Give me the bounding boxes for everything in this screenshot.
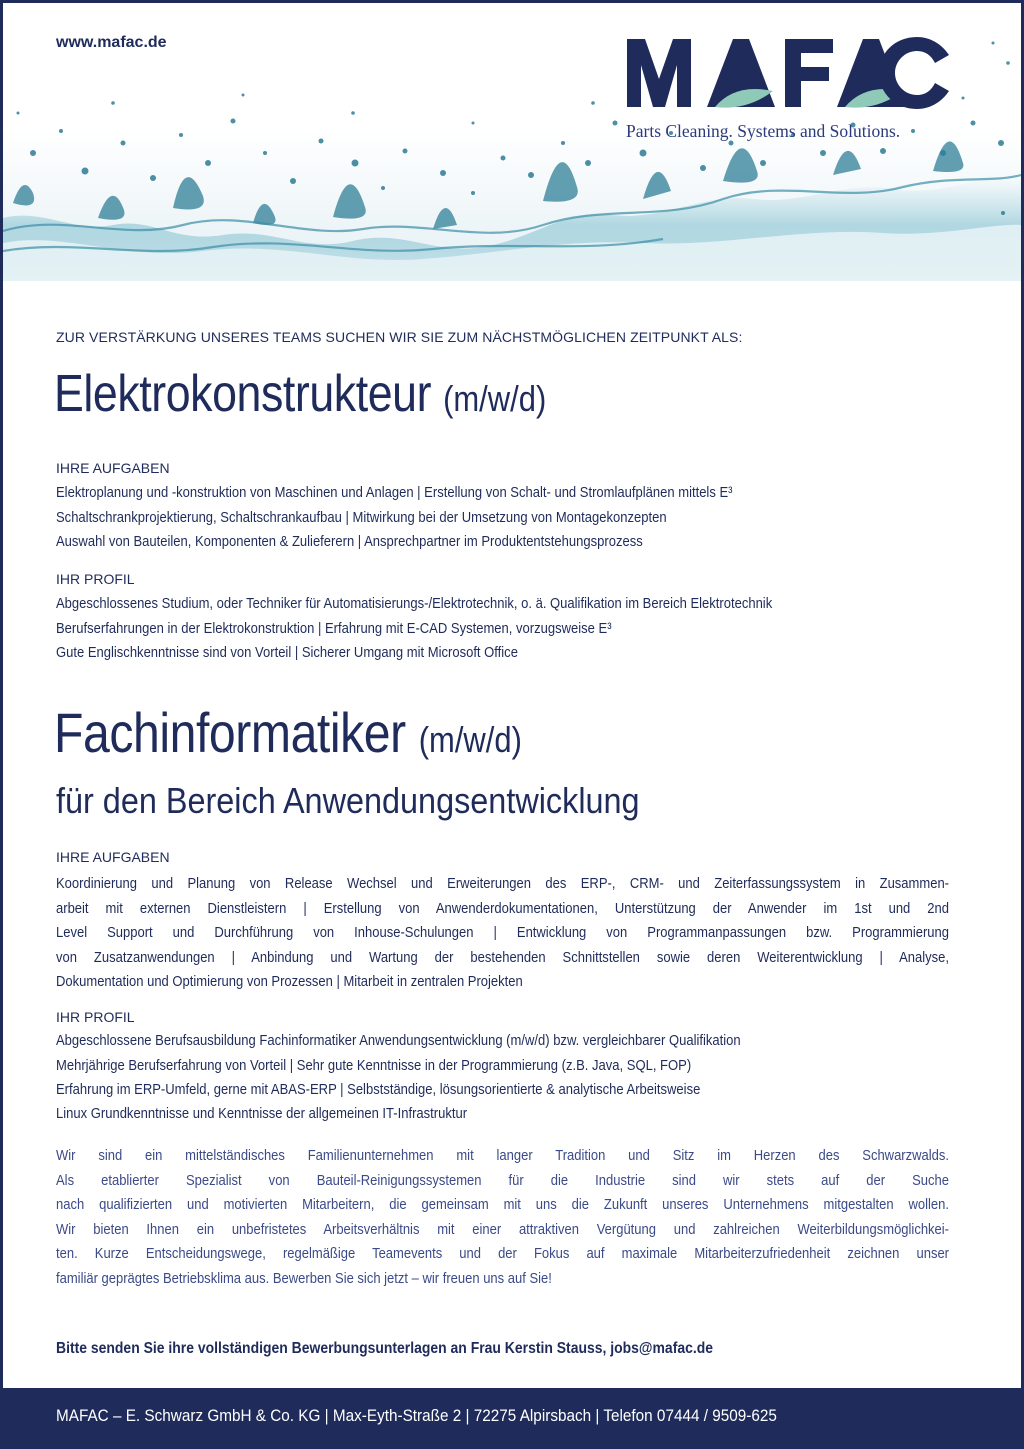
mafac-logo [623, 33, 953, 148]
job2-profile-heading: IHR PROFIL [56, 1009, 135, 1025]
job1-profile-line: Gute Englischkenntnisse sind von Vorteil | Sicherer Umgang mit Microsoft Office [56, 644, 518, 661]
job1-task-line: Schaltschrankprojektierung, Schaltschrankaufbau | Mitwirkung bei der Umsetzung von Montagekonzepten [56, 509, 667, 526]
job2-tasks-heading: IHRE AUFGABEN [56, 849, 170, 865]
job2-profile-line: Abgeschlossene Berufsausbildung Fachinformatiker Anwendungsentwicklung (m/w/d) bzw. vergleichbarer Qualifikation [56, 1032, 741, 1049]
job2-profile-line: Linux Grundkenntnisse und Kenntnisse der allgemeinen IT-Infrastruktur [56, 1105, 468, 1122]
job2-task-line: Koordinierung und Planung von Release Wechsel und Erweiterungen des ERP-, CRM- und Zeiterfassungssystem in Zusammen- [56, 875, 950, 892]
company-description [56, 1144, 949, 1292]
job2-tasks-paragraph [56, 872, 949, 995]
company-line: nach qualifizierten und motivierten Mitarbeitern, die gemeinsam mit uns die Zukunft unseres Unternehmens mitgestalten wollen. [56, 1196, 950, 1214]
header-banner [3, 3, 1021, 281]
job2-task-line: Dokumentation und Optimierung von Prozessen | Mitarbeit in zentralen Projekten [56, 973, 523, 991]
job2-profile-line: Mehrjährige Berufserfahrung von Vorteil | Sehr gute Kenntnisse in der Programmierung (z.B. Java, SQL, FOP) [56, 1057, 692, 1074]
job2-subtitle: für den Bereich Anwendungsentwicklung [56, 780, 640, 821]
company-line: Als etablierter Spezialist von Bauteil-Reinigungssystemen für die Industrie sind wir stets auf der Suche [56, 1171, 950, 1189]
job1-gender: (m/w/d) [443, 378, 547, 419]
logo-tagline: Parts Cleaning. Systems and Solutions. [626, 121, 901, 141]
company-line: ten. Kurze Entscheidungswege, regelmäßige Teamevents und der Fokus auf maximale Mitarbeiterzufriedenheit zeichnen unser [56, 1245, 950, 1263]
logo-wordmark [623, 33, 953, 123]
job1-title-text: Elektrokonstrukteur [54, 365, 432, 423]
website-url[interactable]: www.mafac.de [56, 34, 167, 51]
job1-profile-line: Berufserfahrungen in der Elektrokonstruktion | Erfahrung mit E-CAD Systemen, vorzugsweise E³ [56, 620, 612, 637]
company-line: Wir bieten Ihnen ein unbefristetes Arbeitsverhältnis mit einer attraktiven Vergütung und zahlreichen Weiterbildungsmöglichkei- [56, 1220, 950, 1238]
job2-task-line: von Zusatzanwendungen | Anbindung und Wartung der bestehenden Schnittstellen sowie deren Weiterentwicklung | Analyse, [56, 948, 950, 966]
job1-title [54, 364, 546, 424]
job1-tasks-heading: IHRE AUFGABEN [56, 460, 170, 476]
job2-task-line: arbeit mit externen Dienstleistern | Erstellung von Anwenderdokumentationen, Unterstützung der Anwender im 1st und 2nd [56, 899, 950, 917]
application-contact: Bitte senden Sie ihre vollständigen Bewerbungsunterlagen an Frau Kerstin Stauss, jobs@mafac.de [56, 1340, 714, 1357]
job1-profile-heading: IHR PROFIL [56, 571, 135, 587]
intro-heading: ZUR VERSTÄRKUNG UNSERES TEAMS SUCHEN WIR SIE ZUM NÄCHSTMÖGLICHEN ZEITPUNKT ALS: [56, 329, 743, 345]
job2-task-line: Level Support und Durchführung von Inhouse-Schulungen | Entwicklung von Programmanpassungen bzw. Programmierung [56, 924, 950, 942]
job1-task-line: Elektroplanung und -konstruktion von Maschinen und Anlagen | Erstellung von Schalt- und Stromlaufplänen mittels E³ [56, 484, 733, 501]
footer-bar [0, 1388, 1024, 1449]
job2-title-text: Fachinformatiker [54, 701, 406, 764]
job1-profile-line: Abgeschlossenes Studium, oder Techniker für Automatisierungs-/Elektrotechnik, o. ä. Qualifikation im Bereich Elektrotechnik [56, 595, 773, 612]
footer-address: MAFAC – E. Schwarz GmbH & Co. KG | Max-Eyth-Straße 2 | 72275 Alpirsbach | Telefon 07444 / 9509-625 [56, 1406, 777, 1425]
job2-title [54, 700, 522, 765]
job2-profile-line: Erfahrung im ERP-Umfeld, gerne mit ABAS-ERP | Selbstständige, lösungsorientierte & analytische Arbeitsweise [56, 1081, 701, 1098]
job1-task-line: Auswahl von Bauteilen, Komponenten & Zulieferern | Ansprechpartner im Produktentstehungsprozess [56, 533, 643, 550]
company-line: Wir sind ein mittelständisches Familienunternehmen mit langer Tradition und Sitz im Herzen des Schwarzwalds. [56, 1147, 950, 1164]
job2-gender: (m/w/d) [418, 719, 522, 760]
company-line: familiär geprägtes Betriebsklima aus. Bewerben Sie sich jetzt – wir freuen uns auf Sie! [56, 1269, 552, 1287]
